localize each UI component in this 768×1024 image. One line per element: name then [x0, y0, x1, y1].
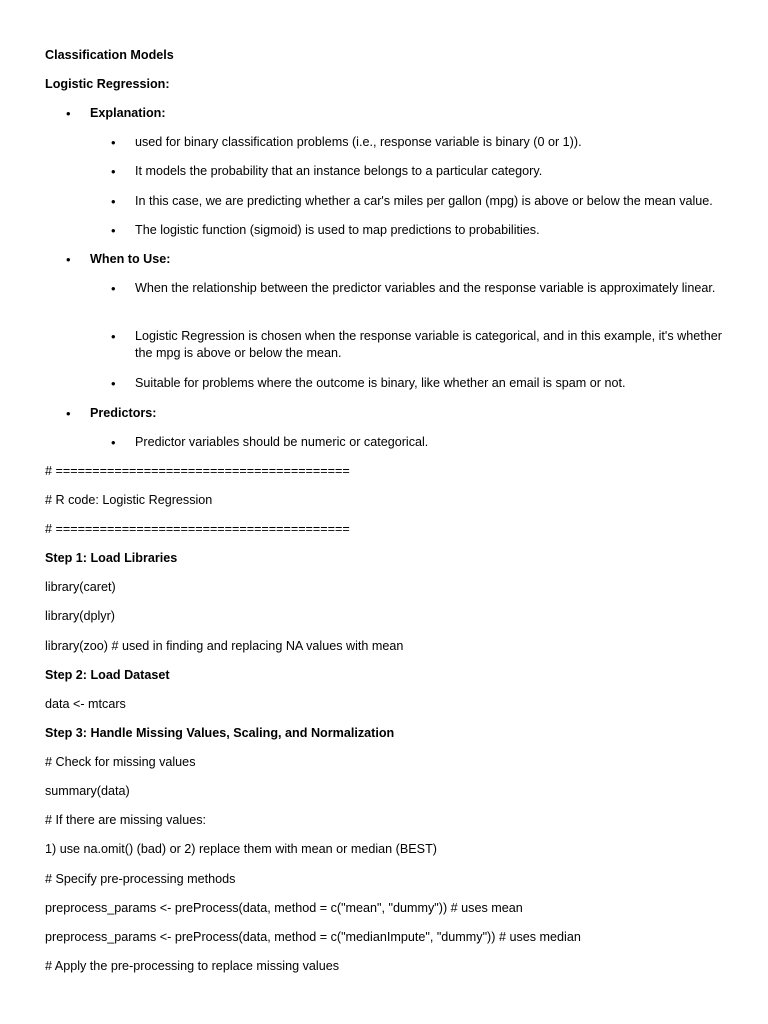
section-heading: Logistic Regression: — [45, 77, 170, 91]
list-item — [111, 375, 731, 392]
code-rule-bottom: # ======================================== — [45, 522, 350, 536]
list-item — [111, 328, 731, 362]
list-item-text: When the relationship between the predictor variables and the response variable is approximately linear. — [135, 281, 716, 295]
bullet-icon: • — [66, 252, 71, 267]
bullet-icon: • — [111, 164, 116, 179]
list-item-text: It models the probability that an instance belongs to a particular category. — [135, 164, 543, 178]
bullet-icon: • — [66, 106, 71, 121]
bullet-icon: • — [111, 435, 116, 450]
code-line: # Check for missing values — [45, 755, 196, 769]
code-line: data <- mtcars — [45, 697, 126, 711]
explanation-bullet — [66, 105, 166, 122]
list-item — [111, 434, 731, 451]
code-line: # If there are missing values: — [45, 813, 206, 827]
code-line: summary(data) — [45, 784, 130, 798]
bullet-icon: • — [111, 194, 116, 209]
when-to-use-bullet — [66, 251, 170, 268]
step-2-heading: Step 2: Load Dataset — [45, 668, 170, 682]
list-item-text: used for binary classification problems (i.e., response variable is binary (0 or 1)). — [135, 135, 582, 149]
explanation-heading: Explanation: — [90, 106, 166, 120]
when-to-use-heading: When to Use: — [90, 252, 171, 266]
code-line: library(zoo) # used in finding and replacing NA values with mean — [45, 639, 404, 653]
code-line: library(dplyr) — [45, 609, 115, 623]
code-line: library(caret) — [45, 580, 116, 594]
list-item — [111, 222, 731, 239]
code-rule-top: # ======================================== — [45, 464, 350, 478]
code-line: preprocess_params <- preProcess(data, method = c("mean", "dummy")) # uses mean — [45, 901, 523, 915]
code-line: # Specify pre-processing methods — [45, 872, 236, 886]
code-line: preprocess_params <- preProcess(data, method = c("medianImpute", "dummy")) # uses median — [45, 930, 581, 944]
list-item — [111, 280, 731, 297]
list-item-text: The logistic function (sigmoid) is used to map predictions to probabilities. — [135, 223, 540, 237]
bullet-icon: • — [111, 223, 116, 238]
list-item-text: Suitable for problems where the outcome is binary, like whether an email is spam or not. — [135, 376, 626, 390]
bullet-icon: • — [111, 281, 116, 296]
predictors-heading: Predictors: — [90, 406, 157, 420]
step-1-heading: Step 1: Load Libraries — [45, 551, 178, 565]
bullet-icon: • — [66, 406, 71, 421]
bullet-icon: • — [111, 135, 116, 150]
list-item-text: In this case, we are predicting whether a car's miles per gallon (mpg) is above or below the mean value. — [135, 194, 713, 208]
list-item-text: Logistic Regression is chosen when the response variable is categorical, and in this example, it's whether the mpg is above or below the mean. — [135, 329, 722, 360]
predictors-bullet — [66, 405, 157, 422]
bullet-icon: • — [111, 329, 116, 344]
document-title: Classification Models — [45, 48, 174, 62]
code-line: # Apply the pre-processing to replace missing values — [45, 959, 340, 973]
list-item — [111, 134, 731, 151]
bullet-icon: • — [111, 376, 116, 391]
list-item-text: Predictor variables should be numeric or categorical. — [135, 435, 429, 449]
code-line: 1) use na.omit() (bad) or 2) replace them with mean or median (BEST) — [45, 842, 437, 856]
step-3-heading: Step 3: Handle Missing Values, Scaling, and Normalization — [45, 726, 395, 740]
list-item — [111, 163, 731, 180]
list-item — [111, 193, 731, 210]
code-comment-title: # R code: Logistic Regression — [45, 493, 213, 507]
